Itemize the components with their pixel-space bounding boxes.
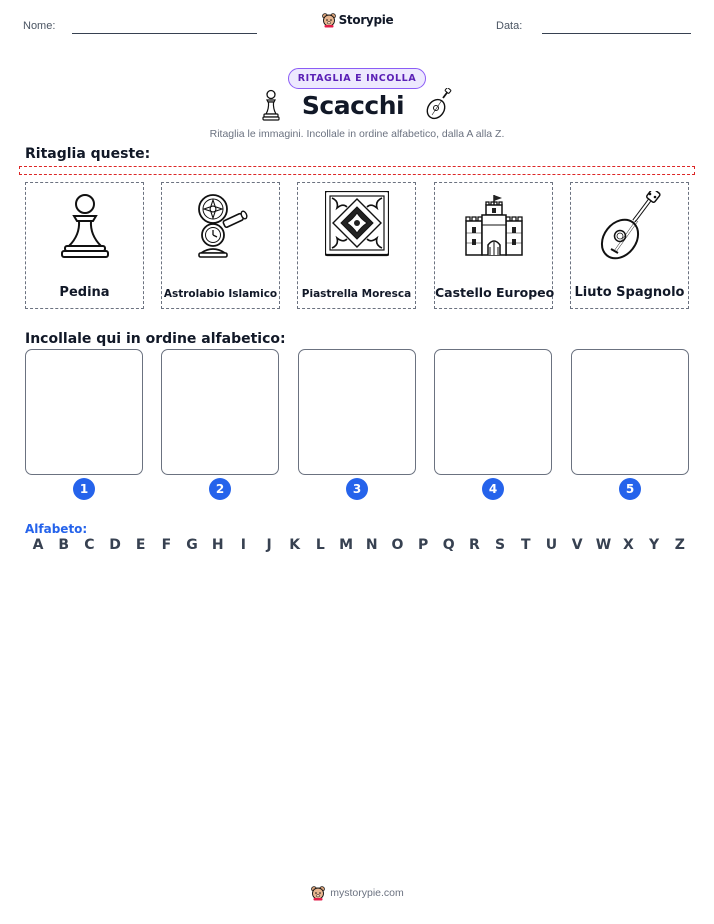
card-label: Castello Europeo	[435, 285, 555, 300]
paste-box-4[interactable]	[434, 349, 552, 475]
alphabet-letter: T	[520, 537, 531, 553]
alphabet-letter: Y	[649, 537, 660, 553]
lute-icon	[426, 88, 452, 122]
bear-mascot-icon	[310, 885, 326, 901]
title-row	[0, 88, 714, 122]
footer	[0, 885, 714, 905]
alphabet-letter: F	[161, 537, 172, 553]
alphabet-letter: V	[571, 537, 583, 553]
card-label: Pedina	[59, 285, 110, 300]
cut-line	[19, 166, 695, 175]
date-label: Data:	[496, 20, 523, 32]
number-badge: 5	[619, 478, 641, 500]
astrolabe-icon	[189, 191, 253, 259]
alphabet-letter: C	[84, 537, 95, 553]
alphabet-letter: E	[135, 537, 146, 553]
lute-icon	[598, 191, 662, 263]
alphabet-letter: Q	[442, 537, 455, 553]
cut-card-pedina[interactable]	[25, 182, 144, 309]
alphabet-letter: L	[315, 537, 325, 553]
card-label: Liuto Spagnolo	[574, 285, 685, 300]
card-label: Piastrella Moresca	[301, 288, 412, 300]
chess-pawn-icon	[53, 191, 117, 259]
moorish-tile-icon	[325, 191, 389, 259]
alphabet-letter: R	[469, 537, 480, 553]
alphabet-letter: O	[391, 537, 404, 553]
alphabet-letter: I	[240, 537, 246, 553]
alphabet-letter: B	[58, 537, 69, 553]
number-badge: 2	[209, 478, 231, 500]
alphabet-letter: A	[32, 537, 44, 553]
cut-card-astrolabio[interactable]	[161, 182, 280, 309]
name-label: Nome:	[23, 20, 56, 32]
paste-box-3[interactable]	[298, 349, 416, 475]
cut-card-liuto[interactable]	[570, 182, 689, 309]
alphabet-letter: U	[545, 537, 558, 553]
alphabet-letter: P	[417, 537, 429, 553]
alphabet-letter: S	[495, 537, 506, 553]
alphabet-letter: G	[186, 537, 198, 553]
instructions: Ritaglia le immagini. Incollale in ordine alfabetico, dalla A alla Z.	[209, 128, 505, 140]
brand-logo	[0, 12, 714, 32]
alphabet-letter: W	[595, 537, 612, 553]
paste-box-5[interactable]	[571, 349, 689, 475]
bear-mascot-icon	[321, 12, 337, 28]
alphabet-letter: N	[365, 537, 378, 553]
number-badge: 3	[346, 478, 368, 500]
alphabet-label: Alfabeto:	[25, 522, 88, 536]
page-title: Scacchi	[301, 90, 405, 120]
brand-name: Storypie	[338, 13, 394, 27]
castle-icon	[462, 191, 526, 259]
alphabet-letter: K	[289, 537, 301, 553]
chess-pawn-icon	[262, 89, 280, 121]
cut-section-heading: Ritaglia queste:	[25, 146, 151, 162]
alphabet-row	[25, 537, 689, 553]
paste-box-1[interactable]	[25, 349, 143, 475]
paste-section-heading: Incollale qui in ordine alfabetico:	[25, 331, 286, 347]
date-field-line[interactable]	[542, 33, 691, 34]
name-field-line[interactable]	[72, 33, 257, 34]
alphabet-letter: D	[109, 537, 121, 553]
cut-card-castello[interactable]	[434, 182, 553, 309]
alphabet-letter: X	[623, 537, 634, 553]
paste-box-2[interactable]	[161, 349, 279, 475]
activity-badge: RITAGLIA E INCOLLA	[288, 68, 427, 89]
number-badge: 4	[482, 478, 504, 500]
alphabet-letter: J	[266, 537, 272, 553]
card-label: Astrolabio Islamico	[163, 288, 278, 300]
alphabet-letter: H	[211, 537, 224, 553]
alphabet-letter: M	[339, 537, 354, 553]
footer-url[interactable]: mystorypie.com	[330, 887, 404, 899]
number-badge: 1	[73, 478, 95, 500]
alphabet-letter: Z	[674, 537, 685, 553]
cut-card-piastrella[interactable]	[297, 182, 416, 309]
